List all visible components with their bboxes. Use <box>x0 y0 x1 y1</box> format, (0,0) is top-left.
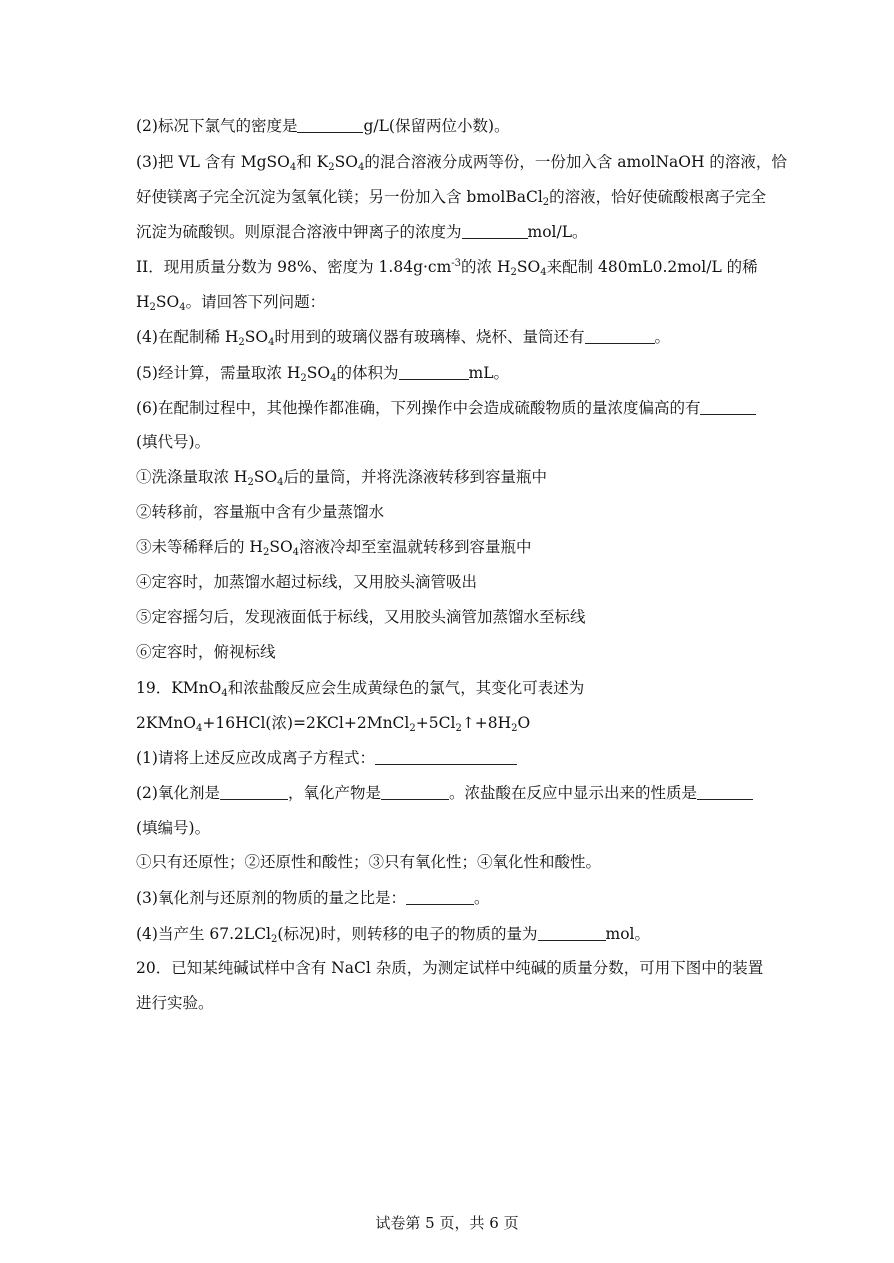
answer-blank[interactable] <box>381 784 449 800</box>
option-1: ①洗涤量取浓 $H_2SO_4$后的量筒，并将洗涤液转移到容量瓶中 <box>136 468 548 488</box>
answer-blank[interactable] <box>462 223 528 239</box>
page-footer: 试卷第 5 页，共 6 页 <box>375 1214 519 1232</box>
q18-section-ii-line1: II．现用质量分数为 98%、密度为 $1.84g\cdot cm^{-3}$的浓 $H_2SO_4$来配制 480mL0.2mol/L 的稀 <box>136 258 758 278</box>
q19-choices: ①只有还原性；②还原性和酸性；③只有氧化性；④氧化性和酸性。 <box>136 853 602 871</box>
answer-blank[interactable] <box>375 749 517 765</box>
q18-part3-line2: 好使镁离子完全沉淀为氢氧化镁；另一份加入含 bmolBaCl$_2$的溶液，恰好使硫酸根离子完全 <box>136 188 767 208</box>
answer-blank[interactable] <box>700 399 756 415</box>
option-6: ⑥定容时，俯视标线 <box>136 643 276 661</box>
q20-line1: 20．已知某纯碱试样中含有 NaCl 杂质，为测定试样中纯碱的质量分数，可用下图中的装置 <box>136 959 764 977</box>
q18-part5-line: (5)经计算，需量取浓 $H_2SO_4$的体积为 mL。 <box>136 364 509 384</box>
answer-blank[interactable] <box>297 117 363 133</box>
q18-part4-line: (4)在配制稀 $H_2SO_4$时用到的玻璃仪器有玻璃棒、烧杯、量筒还有 。 <box>136 328 671 348</box>
q19-part1-line: (1)请将上述反应改成离子方程式： <box>136 748 760 768</box>
answer-blank[interactable] <box>220 784 288 800</box>
q19-equation: 2KMnO$_4$+16HCl(浓)$=2KCl+2MnCl_2+5Cl_2↑+8H_2O$ <box>136 714 531 734</box>
q18-part6-line1: (6)在配制过程中，其他操作都准确，下列操作中会造成硫酸物质的量浓度偏高的有 <box>136 398 760 418</box>
option-5: ⑤定容摇匀后，发现液面低于标线，又用胶头滴管加蒸馏水至标线 <box>136 608 586 626</box>
option-3: ③未等稀释后的 $H_2SO_4$溶液冷却至室温就转移到容量瓶中 <box>136 538 532 558</box>
answer-blank[interactable] <box>406 889 474 905</box>
answer-blank[interactable] <box>697 784 753 800</box>
answer-blank[interactable] <box>585 328 655 344</box>
q19-part2-line2: (填编号)。 <box>136 819 211 837</box>
q19-part4-line: (4)当产生 67.2LCl$_2$(标况)时，则转移的电子的物质的量为 mol。 <box>136 925 650 945</box>
answer-blank[interactable] <box>399 364 469 380</box>
q18-part6-line2: (填代号)。 <box>136 433 211 451</box>
q18-section-ii-line2: $H_2SO_4$。请回答下列问题： <box>136 293 326 313</box>
option-4: ④定容时，加蒸馏水超过标线，又用胶头滴管吸出 <box>136 573 478 591</box>
q19-part2-line1: (2)氧化剂是 ，氧化产物是 。浓盐酸在反应中显示出来的性质是 <box>136 783 760 803</box>
q20-line2: 进行实验。 <box>136 994 214 1012</box>
answer-blank[interactable] <box>538 925 606 941</box>
q18-part3-line3: 沉淀为硫酸钡。则原混合溶液中钾离子的浓度为 mol/L。 <box>136 223 588 241</box>
q19-part3-line: (3)氧化剂与还原剂的物质的量之比是： 。 <box>136 889 490 907</box>
option-2: ②转移前，容量瓶中含有少量蒸馏水 <box>136 503 385 521</box>
q18-part2-line: (2)标况下氯气的密度是 g/L(保留两位小数)。 <box>136 117 510 135</box>
q19-intro: 19．KMnO$_4$和浓盐酸反应会生成黄绿色的氯气，其变化可表述为 <box>136 679 585 699</box>
q18-part3-line1: (3)把 VL 含有 MgSO$_4$和 $K_2SO_4$的混合溶液分成两等份，一份加入含 amolNaOH 的溶液，恰 <box>136 153 787 173</box>
